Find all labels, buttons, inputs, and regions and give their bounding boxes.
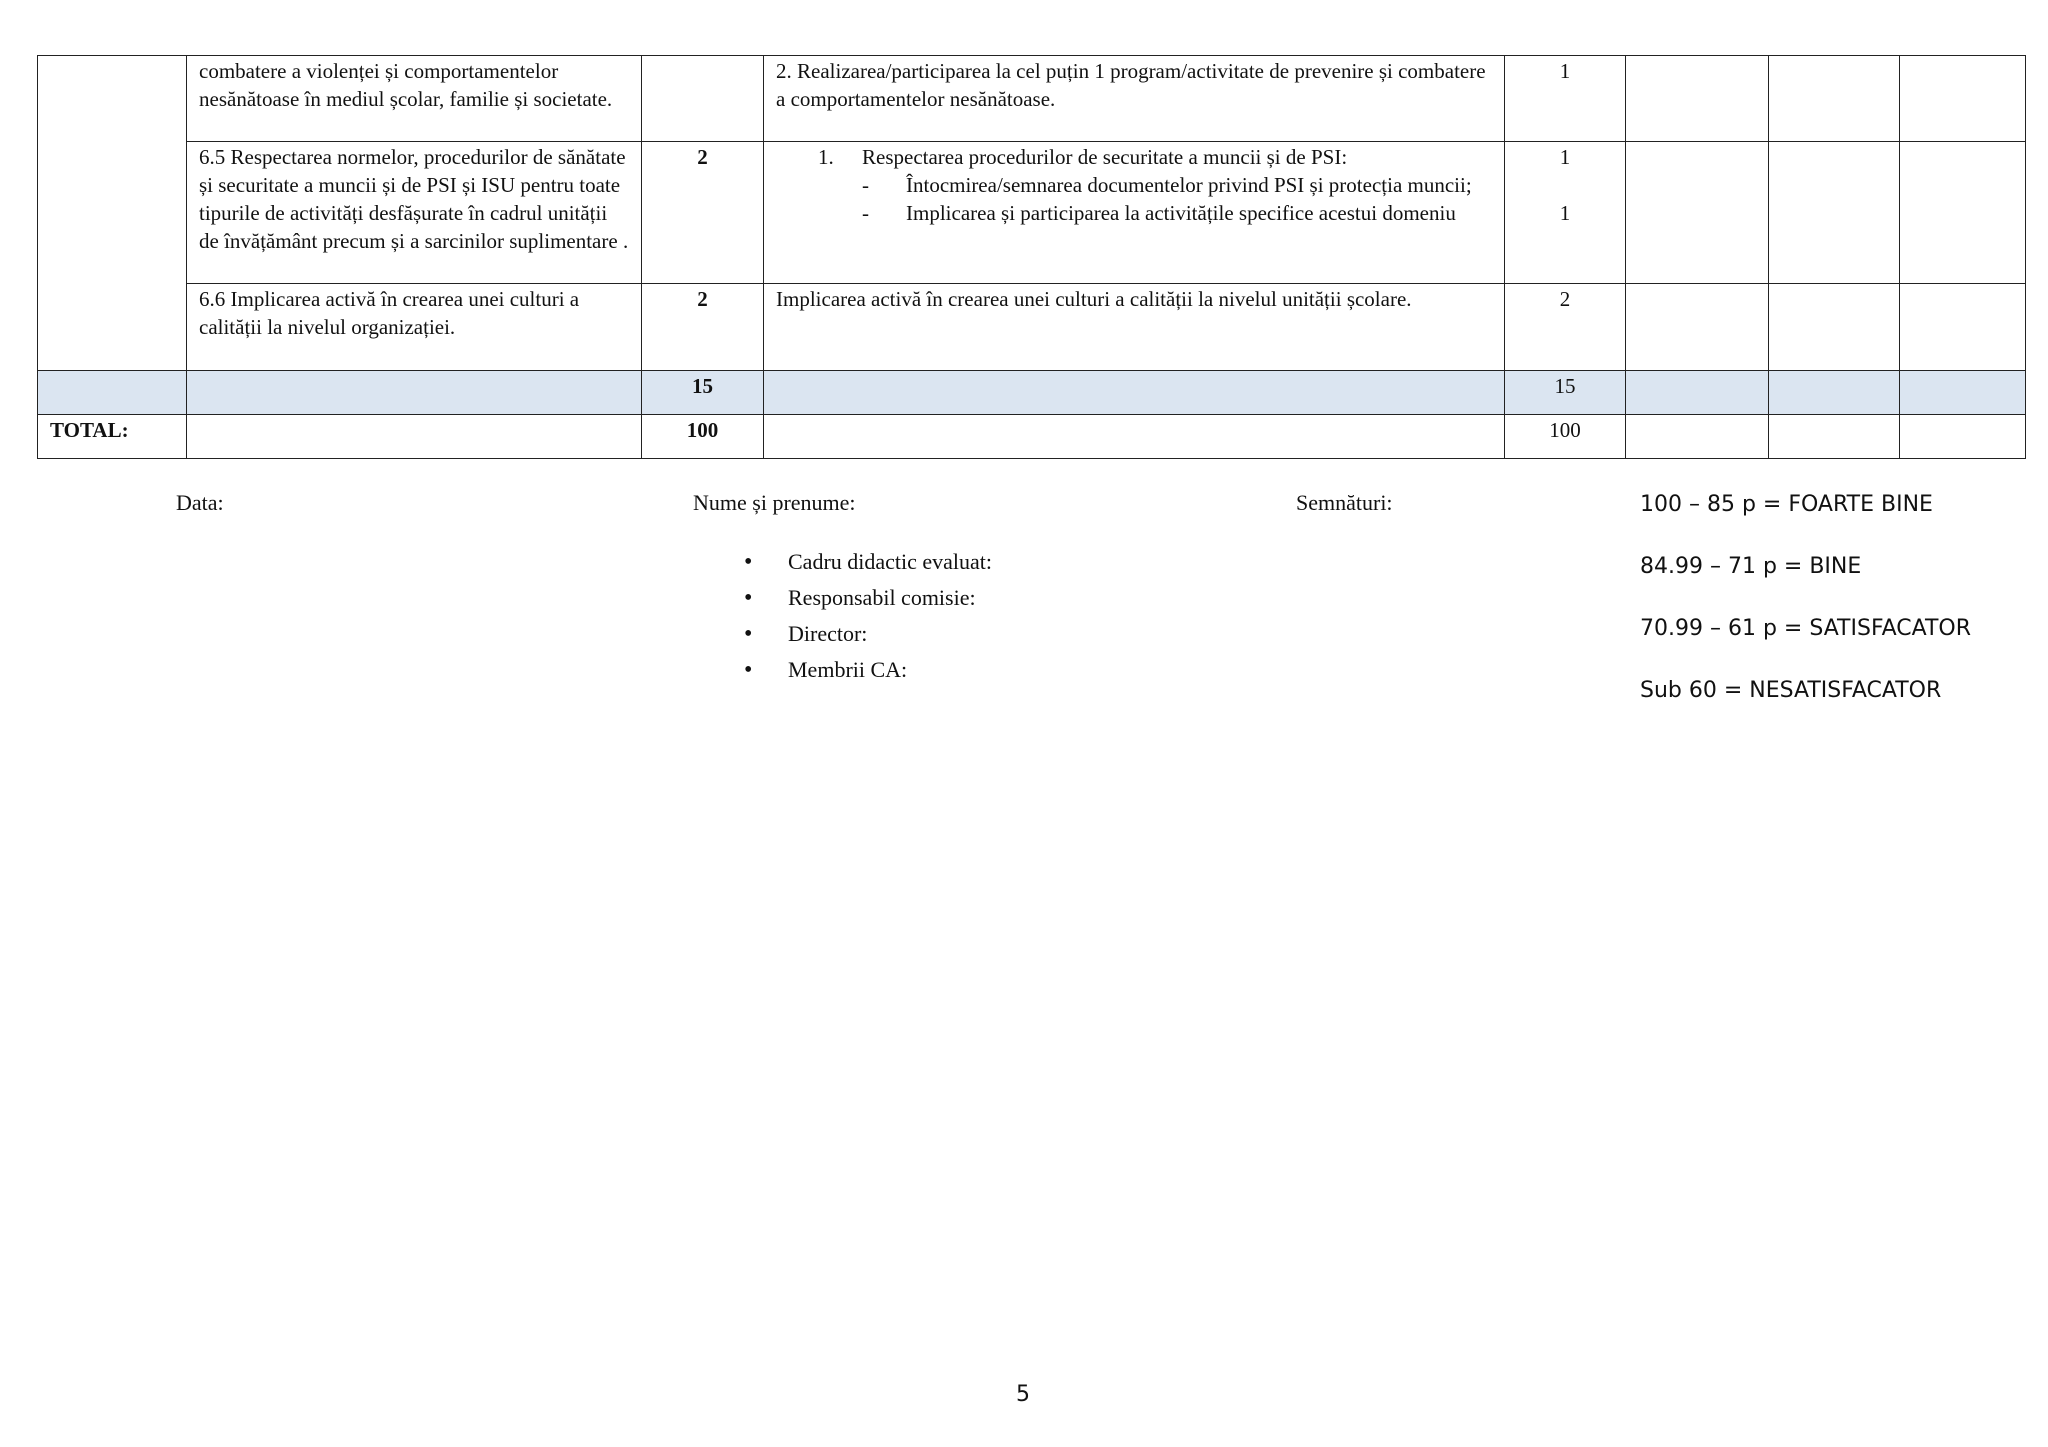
indicator-cell: [764, 142, 1505, 284]
score-cell: [1769, 284, 1900, 371]
total-label: TOTAL:: [38, 415, 187, 459]
indicator-cell: 2. Realizarea/participarea la cel puțin 1 program/activitate de prevenire și combatere a comportamentelor nesănătoase.: [764, 56, 1505, 142]
list-item: • Membrii CA:: [744, 656, 992, 692]
list-item: • Director:: [744, 620, 992, 656]
score-cell: [1900, 56, 2026, 142]
score-cell: [1769, 56, 1900, 142]
score-cell: [1626, 142, 1769, 284]
criterion-cell: combatere a violenței și comportamentelor nesănătoase în mediul școlar, familie și societate.: [187, 56, 642, 142]
signature-label: Semnături:: [1296, 490, 1393, 515]
subtotal-points: 15: [1505, 371, 1626, 415]
max-points-cell: [642, 56, 764, 142]
indicator-cell: Implicarea activă în crearea unei culturi a calității la nivelul unității școlare.: [764, 284, 1505, 371]
grading-scale: [1640, 492, 1971, 740]
points-value: 1: [1559, 145, 1571, 169]
evaluation-table: [37, 55, 2026, 459]
points-cell: [1505, 142, 1626, 284]
list-item: • Responsabil comisie:: [744, 584, 992, 620]
score-cell: [1900, 142, 2026, 284]
grading-scale-item: 70.99 – 61 p = SATISFACATOR: [1640, 616, 1971, 641]
item-title: Respectarea procedurilor de securitate a muncii și de PSI:: [862, 145, 1348, 169]
list-item: • Cadru didactic evaluat:: [744, 548, 992, 584]
grading-scale-item: Sub 60 = NESATISFACATOR: [1640, 678, 1942, 703]
total-points: 100: [1505, 415, 1626, 459]
score-cell: [1769, 142, 1900, 284]
points-value: 1: [1559, 201, 1571, 225]
item-number: 1.: [818, 145, 834, 169]
domain-cell: [38, 56, 187, 371]
score-cell: [1900, 284, 2026, 371]
subtotal-row: [38, 371, 2026, 415]
score-cell: [1626, 284, 1769, 371]
max-points-cell: 2: [642, 142, 764, 284]
table-row: [38, 142, 2026, 284]
max-points-cell: 2: [642, 284, 764, 371]
indicator-list: [776, 143, 1492, 171]
sub-item-list: [776, 171, 1492, 227]
points-cell: 2: [1505, 284, 1626, 371]
name-label: Nume și prenume:: [693, 490, 856, 515]
list-item: - Implicarea și participarea la activitățile specifice acestui domeniu: [776, 199, 1492, 227]
table-row: [38, 284, 2026, 371]
date-label: Data:: [176, 490, 224, 515]
roles-list: [744, 548, 992, 692]
list-item: - Întocmirea/semnarea documentelor privind PSI și protecția muncii;: [776, 171, 1492, 199]
page-number: 5: [1016, 1382, 1030, 1407]
subtotal-max-points: 15: [642, 371, 764, 415]
grading-scale-item: 100 – 85 p = FOARTE BINE: [1640, 492, 1933, 517]
criterion-cell: 6.6 Implicarea activă în crearea unei culturi a calității la nivelul organizației.: [187, 284, 642, 371]
table-row: [38, 56, 2026, 142]
score-cell: [1626, 56, 1769, 142]
grading-scale-item: 84.99 – 71 p = BINE: [1640, 554, 1862, 579]
criterion-cell: 6.5 Respectarea normelor, procedurilor de sănătate și securitate a muncii și de PSI și ISU pentru toate tipurile de activități desfășurate în cadrul unității de învățământ precum și a sarcinilor suplimentare .: [187, 142, 642, 284]
total-row: [38, 415, 2026, 459]
total-max-points: 100: [642, 415, 764, 459]
points-cell: 1: [1505, 56, 1626, 142]
list-item: [776, 143, 1492, 171]
